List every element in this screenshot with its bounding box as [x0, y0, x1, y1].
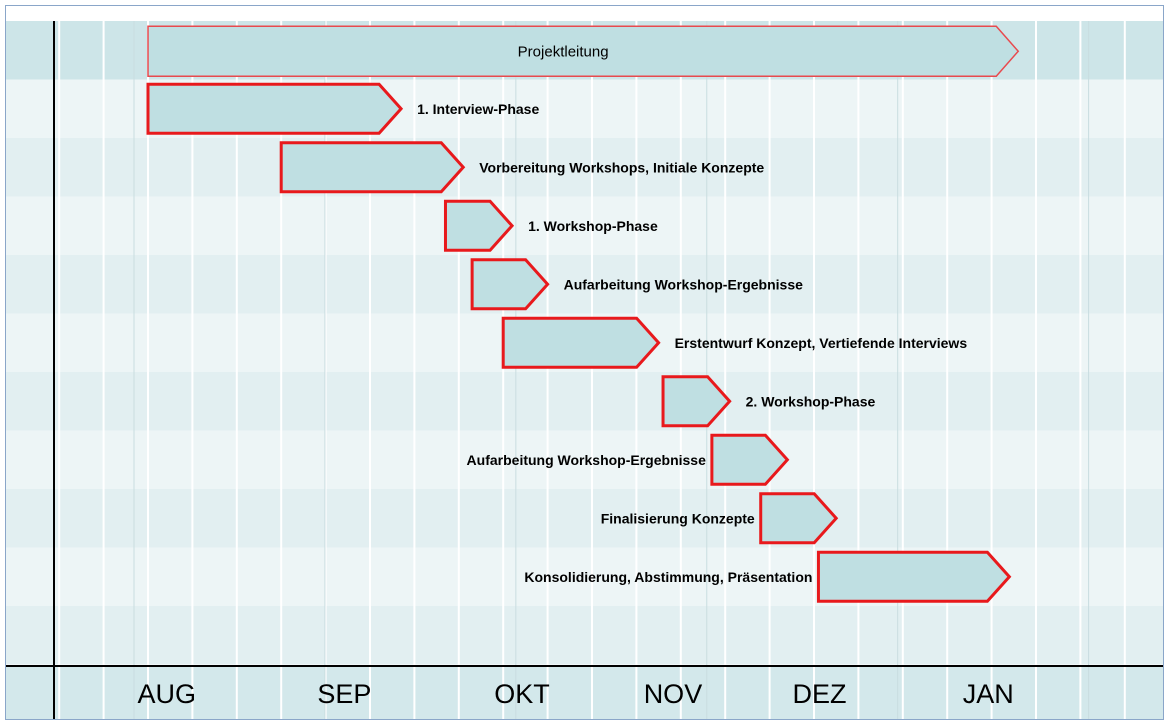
task-label: 1. Workshop-Phase: [528, 217, 658, 234]
month-label: SEP: [317, 679, 372, 709]
header-task-label: Projektleitung: [517, 43, 609, 61]
gantt-chart-frame: [5, 5, 1164, 720]
task-label: Aufarbeitung Workshop-Ergebnisse: [466, 451, 706, 468]
month-label: NOV: [643, 679, 703, 709]
task-label: Vorbereitung Workshops, Initiale Konzepte: [479, 159, 765, 176]
task-label: Aufarbeitung Workshop-Ergebnisse: [563, 276, 803, 293]
task-bar: [281, 143, 463, 192]
task-bar: [503, 318, 658, 367]
month-label: JAN: [962, 679, 1014, 709]
row-band: [6, 606, 1164, 665]
task-label: Konsolidierung, Abstimmung, Präsentation: [524, 568, 813, 585]
month-label: DEZ: [792, 679, 847, 709]
task-bar: [148, 84, 401, 133]
task-label: Erstentwurf Konzept, Vertiefende Interviews: [674, 334, 968, 351]
task-label: 2. Workshop-Phase: [745, 393, 876, 410]
task-label: Finalisierung Konzepte: [600, 510, 755, 527]
month-label: AUG: [137, 679, 197, 709]
task-label: 1. Interview-Phase: [417, 100, 540, 117]
month-label: OKT: [494, 679, 550, 709]
row-band: [6, 372, 1164, 431]
task-bar: [818, 552, 1009, 601]
gantt-chart: [6, 6, 1164, 720]
row-band: [6, 489, 1164, 548]
